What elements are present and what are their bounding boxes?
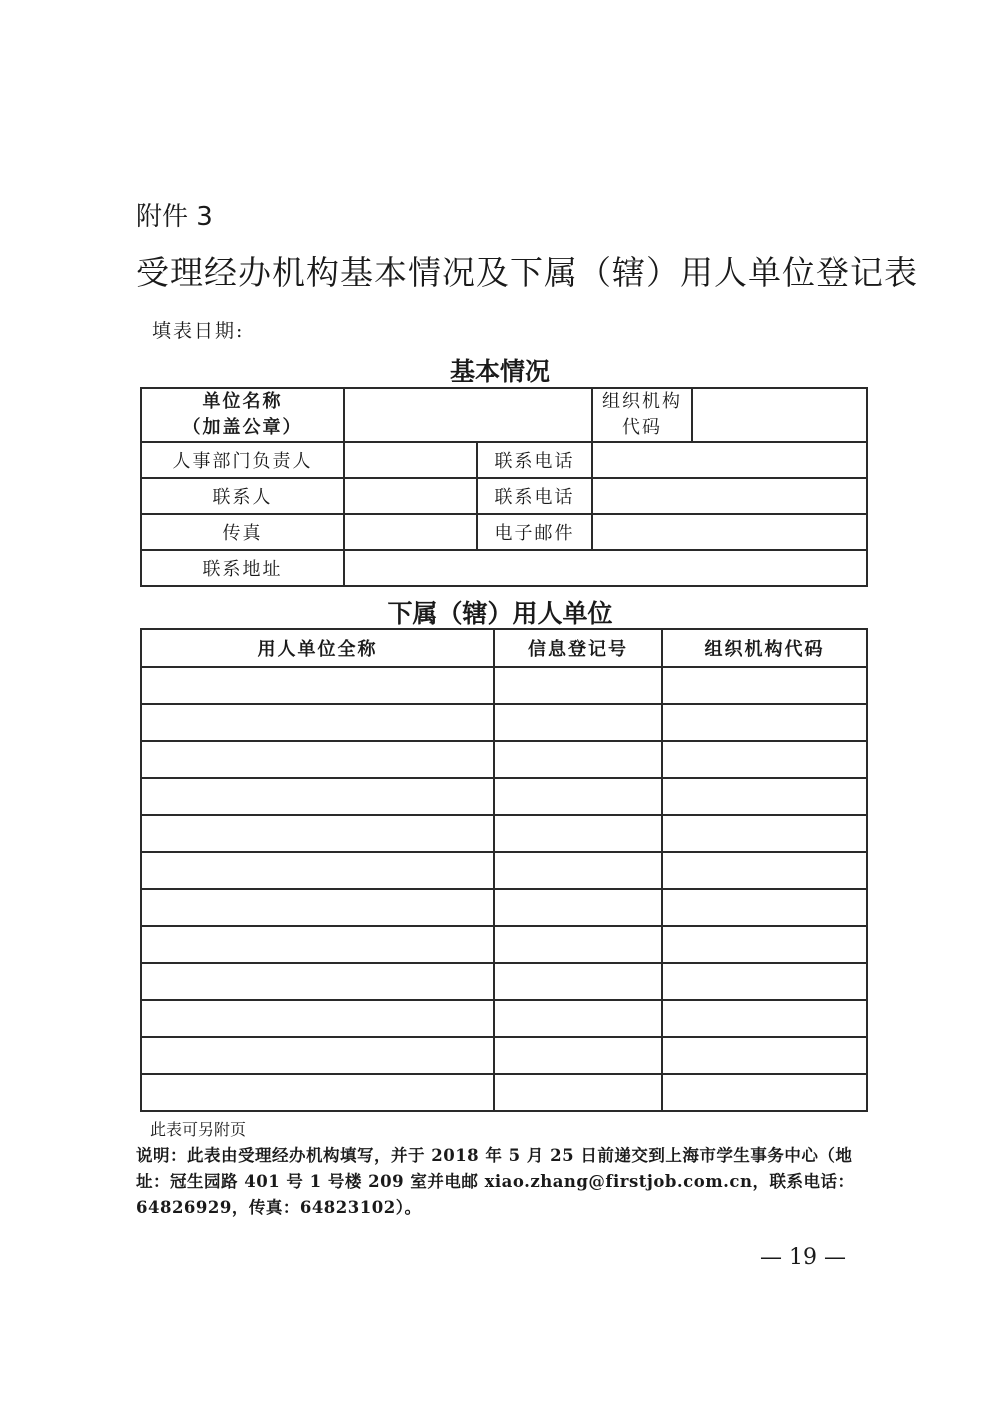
unit-name-cell[interactable] (141, 852, 494, 889)
email-field[interactable] (592, 514, 867, 550)
org-code-cell[interactable] (662, 778, 867, 815)
contact-field[interactable] (344, 478, 477, 514)
unit-name-cell[interactable] (141, 926, 494, 963)
table-row (141, 889, 867, 926)
unit-name-cell[interactable] (141, 704, 494, 741)
contact-phone-label: 联系电话 (477, 478, 592, 514)
subordinate-units-title: 下属（辖）用人单位 (387, 599, 613, 628)
table-row (141, 963, 867, 1000)
annex-note: 此表可另附页 (150, 1120, 247, 1139)
unit-name-cell[interactable] (141, 889, 494, 926)
org-code-cell[interactable] (662, 704, 867, 741)
unit-name-cell[interactable] (141, 963, 494, 1000)
table-row (141, 778, 867, 815)
basic-info-table (140, 387, 868, 587)
address-field[interactable] (344, 550, 867, 586)
contact-phone-field[interactable] (592, 478, 867, 514)
registration-no-cell[interactable] (494, 1000, 662, 1037)
org-code-cell[interactable] (662, 741, 867, 778)
org-code-cell[interactable] (662, 1037, 867, 1074)
unit-name-cell[interactable] (141, 815, 494, 852)
org-code-field[interactable] (692, 388, 867, 442)
registration-no-cell[interactable] (494, 1037, 662, 1074)
unit-name-cell[interactable] (141, 778, 494, 815)
registration-no-cell[interactable] (494, 852, 662, 889)
registration-no-cell[interactable] (494, 926, 662, 963)
unit-name-cell[interactable] (141, 667, 494, 704)
org-code-cell[interactable] (662, 963, 867, 1000)
hr-phone-label: 联系电话 (477, 442, 592, 478)
table-row (141, 1037, 867, 1074)
basic-info-title: 基本情况 (449, 357, 550, 386)
registration-no-cell[interactable] (494, 889, 662, 926)
registration-no-cell[interactable] (494, 778, 662, 815)
org-code-cell[interactable] (662, 852, 867, 889)
registration-no-cell[interactable] (494, 667, 662, 704)
org-code-cell[interactable] (662, 889, 867, 926)
subordinate-units-table (140, 628, 868, 1112)
table-row (141, 926, 867, 963)
org-code-label-line1: 组织机构 (602, 391, 682, 412)
explanation-note: 说明：此表由受理经办机构填写，并于 2018 年 5 月 25 日前递交到上海市学生事务中心（地址：冠生园路 401 号 1 号楼 209 室并电邮 xiao.zhang@firstjob.com.cn，联系电话：64826929，传真：64823102）。 (136, 1146, 855, 1217)
address-label: 联系地址 (141, 550, 344, 586)
unit-name-cell[interactable] (141, 1037, 494, 1074)
registration-no-cell[interactable] (494, 1074, 662, 1111)
table-row (141, 815, 867, 852)
contact-label: 联系人 (141, 478, 344, 514)
unit-name-label-cell (141, 388, 344, 442)
registration-no-cell[interactable] (494, 963, 662, 1000)
email-label: 电子邮件 (477, 514, 592, 550)
org-code-cell[interactable] (662, 1000, 867, 1037)
hr-phone-field[interactable] (592, 442, 867, 478)
unit-name-cell[interactable] (141, 741, 494, 778)
hr-head-field[interactable] (344, 442, 477, 478)
unit-name-cell[interactable] (141, 1000, 494, 1037)
fill-date-label: 填表日期: (152, 320, 245, 342)
fax-label: 传真 (141, 514, 344, 550)
table-row (141, 741, 867, 778)
column-header-registration-no: 信息登记号 (494, 629, 662, 667)
registration-no-cell[interactable] (494, 704, 662, 741)
org-code-cell[interactable] (662, 815, 867, 852)
seal-label: （加盖公章） (182, 417, 303, 438)
document-title: 受理经办机构基本情况及下属（辖）用人单位登记表 (136, 253, 918, 292)
org-code-cell[interactable] (662, 1074, 867, 1111)
table-row (141, 852, 867, 889)
column-header-org-code: 组织机构代码 (662, 629, 867, 667)
attachment-label: 附件 3 (136, 202, 213, 232)
org-code-label-line2: 代码 (622, 417, 662, 438)
org-code-cell[interactable] (662, 667, 867, 704)
table-row (141, 1074, 867, 1111)
hr-head-label: 人事部门负责人 (141, 442, 344, 478)
table-row (141, 667, 867, 704)
unit-name-field[interactable] (344, 388, 592, 442)
page-number: — 19 — (760, 1245, 846, 1270)
org-code-cell[interactable] (662, 926, 867, 963)
table-row (141, 1000, 867, 1037)
org-code-label-cell (592, 388, 692, 442)
table-row (141, 704, 867, 741)
column-header-unit-name: 用人单位全称 (141, 629, 494, 667)
unit-name-label: 单位名称 (202, 391, 283, 412)
fax-field[interactable] (344, 514, 477, 550)
registration-no-cell[interactable] (494, 815, 662, 852)
unit-name-cell[interactable] (141, 1074, 494, 1111)
registration-no-cell[interactable] (494, 741, 662, 778)
